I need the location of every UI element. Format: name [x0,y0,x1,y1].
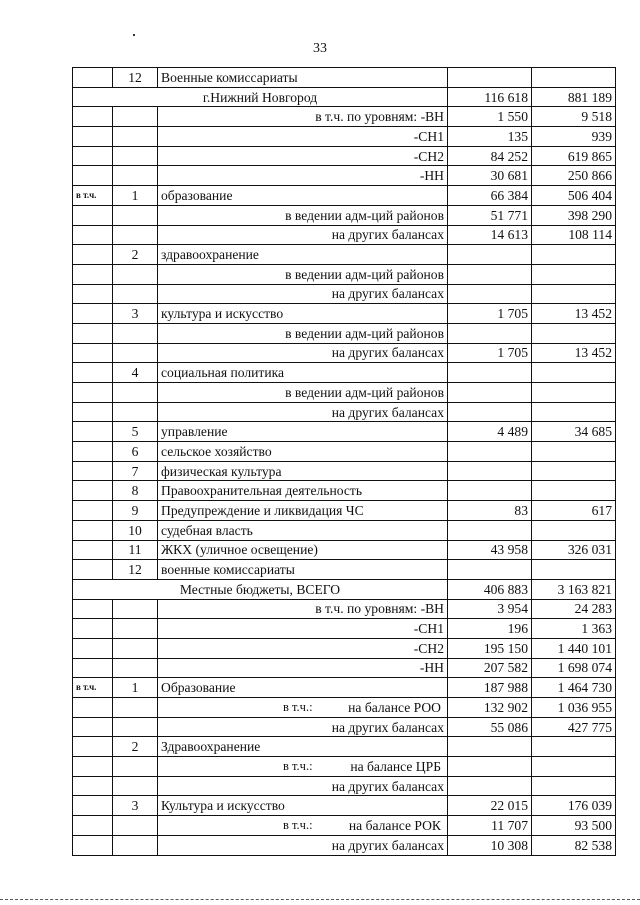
row-prefix-cell [73,737,113,757]
row-label-cell: на других балансах [158,225,448,245]
table-row [73,717,616,737]
row-prefix-cell: в т.ч. [73,678,113,698]
value-col1-cell: 116 618 [448,87,532,107]
row-label-cell: образование [158,186,448,206]
row-label-cell: -НН [158,658,448,678]
row-label-cell: Образование [158,678,448,698]
row-number-cell: 8 [113,481,158,501]
value-col1-cell [448,402,532,422]
value-col2-cell [532,442,616,462]
table-row [73,363,616,383]
table-row [73,284,616,304]
row-prefix-cell [73,205,113,225]
value-col2-cell: 93 500 [532,816,616,836]
value-col1-cell: 135 [448,127,532,147]
value-col1-cell [448,560,532,580]
row-number-cell: 5 [113,422,158,442]
value-col1-cell: 83 [448,501,532,521]
row-number-cell [113,323,158,343]
value-col2-cell [532,461,616,481]
section-title-cell: Местные бюджеты, ВСЕГО [73,579,448,599]
row-label-cell: в ведении адм-ций районов [158,323,448,343]
row-label-cell: Предупреждение и ликвидация ЧС [158,501,448,521]
table-row [73,835,616,855]
row-label-cell: управление [158,422,448,442]
row-prefix-cell [73,501,113,521]
row-label-cell: на других балансах [158,402,448,422]
label-prefix: в т.ч.: [283,699,313,714]
row-number-cell [113,698,158,718]
value-col1-cell [448,264,532,284]
row-number-cell: 1 [113,678,158,698]
value-col1-cell [448,757,532,777]
row-label-cell: Правоохранительная деятельность [158,481,448,501]
value-col2-cell [532,323,616,343]
row-number-cell: 1 [113,186,158,206]
table-row [73,422,616,442]
table-row [73,186,616,206]
row-number-cell [113,166,158,186]
table-row [73,560,616,580]
table-row [73,698,616,718]
value-col1-cell: 10 308 [448,835,532,855]
label-split [161,699,444,716]
row-number-cell [113,225,158,245]
value-col1-cell [448,461,532,481]
value-col2-cell: 34 685 [532,422,616,442]
table-row [73,776,616,796]
value-col1-cell: 43 958 [448,540,532,560]
row-number-cell [113,816,158,836]
row-prefix-cell [73,146,113,166]
row-prefix-cell [73,816,113,836]
budget-table [72,67,616,856]
row-number-cell: 7 [113,461,158,481]
value-col2-cell [532,776,616,796]
table-body [73,68,616,856]
value-col2-cell: 1 698 074 [532,658,616,678]
row-prefix-cell [73,166,113,186]
value-col1-cell: 3 954 [448,599,532,619]
row-label-cell: на других балансах [158,284,448,304]
row-prefix-cell [73,560,113,580]
table-row [73,481,616,501]
row-number-cell [113,343,158,363]
row-prefix-cell [73,658,113,678]
row-number-cell: 3 [113,796,158,816]
row-label-cell: -СН2 [158,146,448,166]
table-row [73,264,616,284]
table-row [73,225,616,245]
row-number-cell [113,757,158,777]
value-col2-cell: 1 036 955 [532,698,616,718]
row-number-cell [113,599,158,619]
table-row [73,737,616,757]
row-label-cell [158,757,448,777]
value-col1-cell: 187 988 [448,678,532,698]
table-row [73,501,616,521]
table-row [73,520,616,540]
row-label-cell: -СН1 [158,619,448,639]
row-label-cell: ЖКХ (уличное освещение) [158,540,448,560]
row-number-cell [113,264,158,284]
row-number-cell: 11 [113,540,158,560]
table-row [73,658,616,678]
label-split [161,758,444,775]
value-col2-cell: 3 163 821 [532,579,616,599]
row-label-cell: культура и искусство [158,304,448,324]
value-col1-cell: 4 489 [448,422,532,442]
value-col1-cell: 22 015 [448,796,532,816]
value-col1-cell: 30 681 [448,166,532,186]
row-number-cell: 9 [113,501,158,521]
row-label-cell: социальная политика [158,363,448,383]
value-col2-cell: 881 189 [532,87,616,107]
table-row [73,383,616,403]
row-number-cell: 4 [113,363,158,383]
table-row [73,127,616,147]
row-label-cell: в ведении адм-ций районов [158,383,448,403]
value-col2-cell [532,363,616,383]
row-number-cell: 2 [113,737,158,757]
row-label-cell: в ведении адм-ций районов [158,264,448,284]
table-row [73,68,616,88]
table-row [73,599,616,619]
label-prefix: в т.ч.: [283,817,313,832]
row-label-cell: на других балансах [158,776,448,796]
row-label-cell: на других балансах [158,835,448,855]
value-col2-cell: 82 538 [532,835,616,855]
row-prefix-cell [73,284,113,304]
row-prefix-cell [73,323,113,343]
row-prefix-cell [73,343,113,363]
row-number-cell [113,146,158,166]
value-col2-cell: 506 404 [532,186,616,206]
table-row [73,343,616,363]
row-number-cell: 10 [113,520,158,540]
value-col1-cell: 1 705 [448,343,532,363]
row-number-cell [113,835,158,855]
row-prefix-cell [73,383,113,403]
row-label-cell: -СН2 [158,638,448,658]
value-col2-cell: 939 [532,127,616,147]
row-prefix-cell [73,638,113,658]
value-col2-cell: 427 775 [532,717,616,737]
row-number-cell: 12 [113,68,158,88]
value-col2-cell [532,481,616,501]
value-col2-cell: 1 363 [532,619,616,639]
row-label-cell: Культура и искусство [158,796,448,816]
row-prefix-cell [73,835,113,855]
value-col2-cell [532,68,616,88]
value-col1-cell [448,737,532,757]
row-prefix-cell [73,698,113,718]
table-row [73,638,616,658]
label-split [161,817,444,834]
row-prefix-cell [73,796,113,816]
value-col1-cell [448,363,532,383]
value-col1-cell: 207 582 [448,658,532,678]
row-number-cell [113,776,158,796]
row-number-cell [113,658,158,678]
row-label-cell: в ведении адм-ций районов [158,205,448,225]
value-col1-cell [448,481,532,501]
row-label-cell: судебная власть [158,520,448,540]
value-col2-cell: 326 031 [532,540,616,560]
value-col2-cell: 176 039 [532,796,616,816]
value-col1-cell: 14 613 [448,225,532,245]
row-number-cell: 3 [113,304,158,324]
value-col1-cell [448,68,532,88]
scan-edge-line [0,899,640,900]
row-number-cell: 6 [113,442,158,462]
row-prefix-cell [73,107,113,127]
row-prefix-cell [73,225,113,245]
section-title-cell: г.Нижний Новгород [73,87,448,107]
table-row [73,402,616,422]
table-row [73,442,616,462]
value-col1-cell: 66 384 [448,186,532,206]
table-row [73,146,616,166]
value-col2-cell: 250 866 [532,166,616,186]
row-prefix-cell [73,402,113,422]
row-prefix-cell: в т.ч. [73,186,113,206]
row-prefix-cell [73,245,113,265]
row-label-cell: военные комиссариаты [158,560,448,580]
row-label-cell: Военные комиссариаты [158,68,448,88]
table-row [73,796,616,816]
row-number-cell [113,107,158,127]
row-label-cell: в т.ч. по уровням: -ВН [158,107,448,127]
table-row [73,205,616,225]
value-col2-cell: 9 518 [532,107,616,127]
value-col1-cell [448,245,532,265]
value-col2-cell: 617 [532,501,616,521]
row-number-cell: 2 [113,245,158,265]
page-number: 33 [313,41,327,56]
row-prefix-cell [73,461,113,481]
row-label-cell: -НН [158,166,448,186]
table-row [73,461,616,481]
row-prefix-cell [73,422,113,442]
value-col2-cell [532,245,616,265]
row-prefix-cell [73,599,113,619]
row-number-cell [113,619,158,639]
label-text: на балансе РОК [348,817,441,833]
row-prefix-cell [73,520,113,540]
value-col1-cell [448,383,532,403]
value-col1-cell [448,520,532,540]
value-col1-cell: 55 086 [448,717,532,737]
value-col2-cell: 619 865 [532,146,616,166]
row-prefix-cell [73,68,113,88]
row-label-cell: на других балансах [158,717,448,737]
value-col2-cell: 13 452 [532,304,616,324]
row-prefix-cell [73,540,113,560]
value-col1-cell [448,323,532,343]
row-prefix-cell [73,264,113,284]
value-col2-cell: 13 452 [532,343,616,363]
row-label-cell: физическая культура [158,461,448,481]
value-col2-cell: 1 440 101 [532,638,616,658]
table-row [73,87,616,107]
row-label-cell: сельское хозяйство [158,442,448,462]
value-col1-cell: 1 550 [448,107,532,127]
value-col2-cell [532,284,616,304]
row-prefix-cell [73,757,113,777]
value-col1-cell: 1 705 [448,304,532,324]
value-col2-cell [532,737,616,757]
value-col2-cell: 398 290 [532,205,616,225]
row-prefix-cell [73,304,113,324]
table-row [73,619,616,639]
row-label-cell: в т.ч. по уровням: -ВН [158,599,448,619]
row-number-cell [113,284,158,304]
table-row [73,678,616,698]
row-number-cell [113,402,158,422]
row-prefix-cell [73,717,113,737]
table-row [73,323,616,343]
row-number-cell [113,717,158,737]
row-label-cell: Здравоохранение [158,737,448,757]
row-label-cell [158,816,448,836]
table-row [73,757,616,777]
table-row [73,540,616,560]
value-col2-cell: 1 464 730 [532,678,616,698]
row-prefix-cell [73,363,113,383]
label-text: на балансе РОО [348,699,441,715]
value-col2-cell [532,520,616,540]
row-prefix-cell [73,619,113,639]
value-col2-cell [532,402,616,422]
table-row [73,107,616,127]
row-label-cell: на других балансах [158,343,448,363]
table-row [73,579,616,599]
label-text: на балансе ЦРБ [350,758,441,774]
row-prefix-cell [73,442,113,462]
row-label-cell: здравоохранение [158,245,448,265]
row-prefix-cell [73,776,113,796]
row-label-cell: -СН1 [158,127,448,147]
value-col1-cell [448,442,532,462]
row-number-cell [113,638,158,658]
value-col2-cell [532,264,616,284]
value-col2-cell: 24 283 [532,599,616,619]
row-prefix-cell [73,127,113,147]
row-number-cell [113,383,158,403]
row-prefix-cell [73,481,113,501]
value-col2-cell [532,383,616,403]
table-row [73,166,616,186]
value-col1-cell [448,284,532,304]
value-col1-cell: 51 771 [448,205,532,225]
value-col1-cell: 196 [448,619,532,639]
row-number-cell [113,205,158,225]
row-number-cell [113,127,158,147]
value-col2-cell [532,560,616,580]
value-col1-cell: 406 883 [448,579,532,599]
table-row [73,304,616,324]
value-col1-cell: 132 902 [448,698,532,718]
value-col1-cell [448,776,532,796]
table-row [73,816,616,836]
row-number-cell: 12 [113,560,158,580]
value-col1-cell: 195 150 [448,638,532,658]
scan-speck [133,34,135,36]
table-row [73,245,616,265]
value-col2-cell: 108 114 [532,225,616,245]
label-prefix: в т.ч.: [283,758,313,773]
value-col1-cell: 11 707 [448,816,532,836]
value-col1-cell: 84 252 [448,146,532,166]
row-label-cell [158,698,448,718]
value-col2-cell [532,757,616,777]
